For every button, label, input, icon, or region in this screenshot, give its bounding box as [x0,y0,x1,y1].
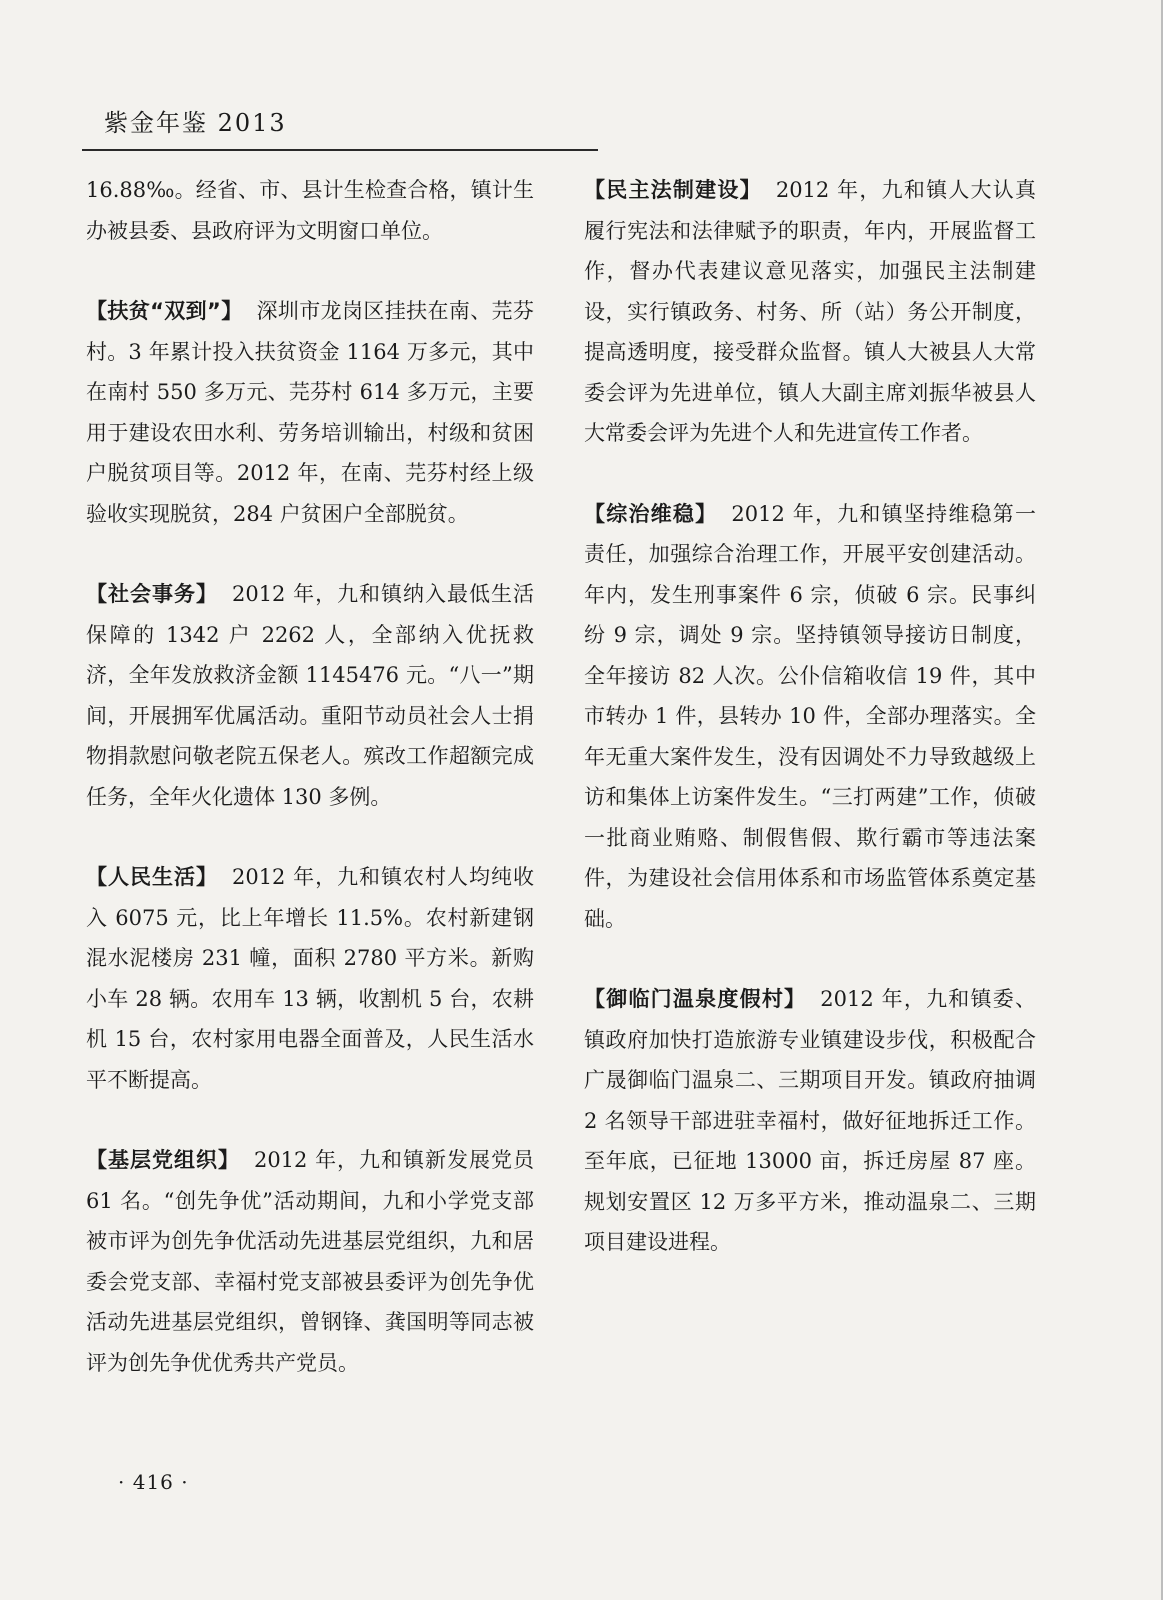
paragraph-text: 2012 年，九和镇农村人均纯收入 6075 元，比上年增长 11.5%。农村新建钢混水泥楼房 231 幢，面积 2780 平方米。新购小车 28 辆。农用车 13 辆，收割机 5 台，农耕机 15 台，农村家用电器全面普及，人民生活水平不断提高。 [86,865,535,1092]
left-paragraph-1 [86,170,534,251]
paragraph-text: 16.88‰。经省、市、县计生检查合格，镇计生办被县委、县政府评为文明窗口单位。 [86,178,534,243]
section-heading: 【御临门温泉度假村】 [584,987,807,1011]
left-paragraph-3 [86,574,534,817]
paragraph-text: 2012 年，九和镇委、镇政府加快打造旅游专业镇建设步伐，积极配合广晟御临门温泉二、三期项目开发。镇政府抽调 2 名领导干部进驻幸福村，做好征地拆迁工作。至年底，已征地 13000 亩，拆迁房屋 87 座。规划安置区 12 万多平方米，推动温泉二、三期项目建设进程。 [584,987,1036,1254]
header-divider [82,149,598,151]
running-header [82,103,598,151]
section-heading: 【基层党组织】 [86,1148,240,1172]
paragraph-text: 2012 年，九和镇坚持维稳第一责任，加强综合治理工作，开展平安创建活动。年内，发生刑事案件 6 宗，侦破 6 宗。民事纠纷 9 宗，调处 9 宗。坚持镇领导接访日制度，全年接访 82 人次。公仆信箱收信 19 件，其中市转办 1 件，县转办 10 件，全部办理落实。全年无重大案件发生，没有因调处不力导致越级上访和集体上访案件发生。“三打两建”工作，侦破一批商业贿赂、制假售假、欺行霸市等违法案件，为建设社会信用体系和市场监管体系奠定基础。 [584,501,1037,931]
section-heading: 【人民生活】 [86,865,218,889]
left-paragraph-5 [86,1140,534,1383]
book-title: 紫金年鉴 2013 [104,109,287,137]
page-number: · 416 · [118,1470,189,1494]
section-heading: 【扶贫“双到”】 [86,299,243,323]
right-paragraph-1 [584,170,1036,454]
paragraph-text: 2012 年，九和镇纳入最低生活保障的 1342 户 2262 人，全部纳入优抚救济，全年发放救济金额 1145476 元。“八一”期间，开展拥军优属活动。重阳节动员社会人士捐物捐款慰问敬老院五保老人。殡改工作超额完成任务，全年火化遗体 130 多例。 [86,582,535,809]
section-heading: 【社会事务】 [86,582,218,606]
paragraph-text: 深圳市龙岗区挂扶在南、芫芬村。3 年累计投入扶贫资金 1164 万多元，其中在南村 550 多万元、芫芬村 614 多万元，主要用于建设农田水利、劳务培训输出，村级和贫困户脱贫项目等。2012 年，在南、芫芬村经上级验收实现脱贫，284 户贫困户全部脱贫。 [86,299,534,526]
left-column [86,170,534,1423]
left-paragraph-2 [86,291,534,534]
right-paragraph-2 [584,494,1036,940]
section-heading: 【综治维稳】 [584,501,718,526]
right-paragraph-3 [584,979,1036,1263]
paragraph-text: 2012 年，九和镇新发展党员 61 名。“创先争优”活动期间，九和小学党支部被市评为创先争优活动先进基层党组织，九和居委会党支部、幸福村党支部被县委评为创先争优活动先进基层党组织，曾钢锋、龚国明等同志被评为创先争优优秀共产党员。 [86,1148,534,1375]
section-heading: 【民主法制建设】 [584,178,762,202]
right-column [584,170,1036,1303]
left-paragraph-4 [86,857,534,1100]
paragraph-text: 2012 年，九和镇人大认真履行宪法和法律赋予的职责，年内，开展监督工作，督办代表建议意见落实，加强民主法制建设，实行镇政务、村务、所（站）务公开制度，提高透明度，接受群众监督。镇人大被县人大常委会评为先进单位，镇人大副主席刘振华被县人大常委会评为先进个人和先进宣传工作者。 [584,178,1036,445]
